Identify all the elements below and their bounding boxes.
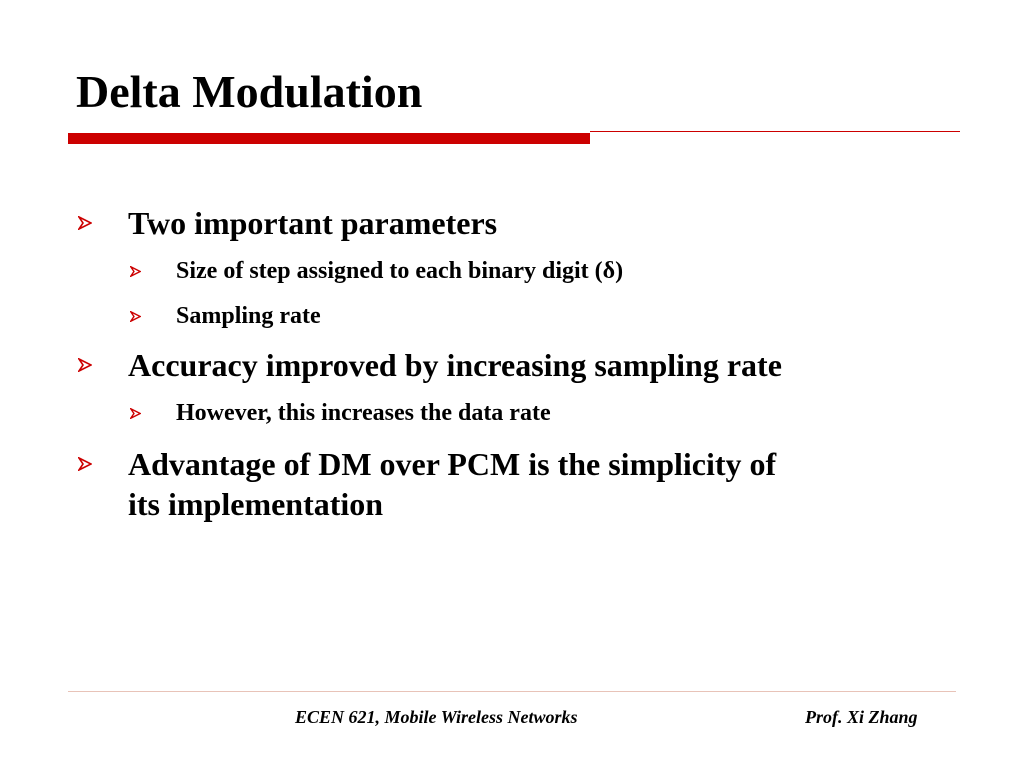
bullet-text: Two important parameters: [128, 205, 498, 241]
footer-course: ECEN 621, Mobile Wireless Networks: [295, 707, 578, 727]
arrow-bullet-icon: [130, 266, 141, 277]
bullet-text: Accuracy improved by increasing sampling rate: [128, 347, 782, 383]
bullet-text-line2: its implementation: [128, 486, 384, 522]
bullet-text: Size of step assigned to each binary digit (δ): [176, 258, 624, 284]
bullet-text: However, this increases the data rate: [176, 400, 551, 426]
arrow-bullet-icon: [78, 358, 92, 372]
arrow-bullet-icon: [130, 311, 141, 322]
footer-divider: [68, 691, 956, 692]
bullet-text: Sampling rate: [176, 303, 321, 329]
arrow-bullet-icon: [78, 216, 92, 230]
arrow-bullet-icon: [130, 408, 141, 419]
slide-title: Delta Modulation: [76, 66, 423, 117]
arrow-bullet-icon: [78, 457, 92, 471]
footer-author: Prof. Xi Zhang: [805, 707, 918, 727]
bullet-text-line1: Advantage of DM over PCM is the simplicity of: [128, 446, 777, 482]
